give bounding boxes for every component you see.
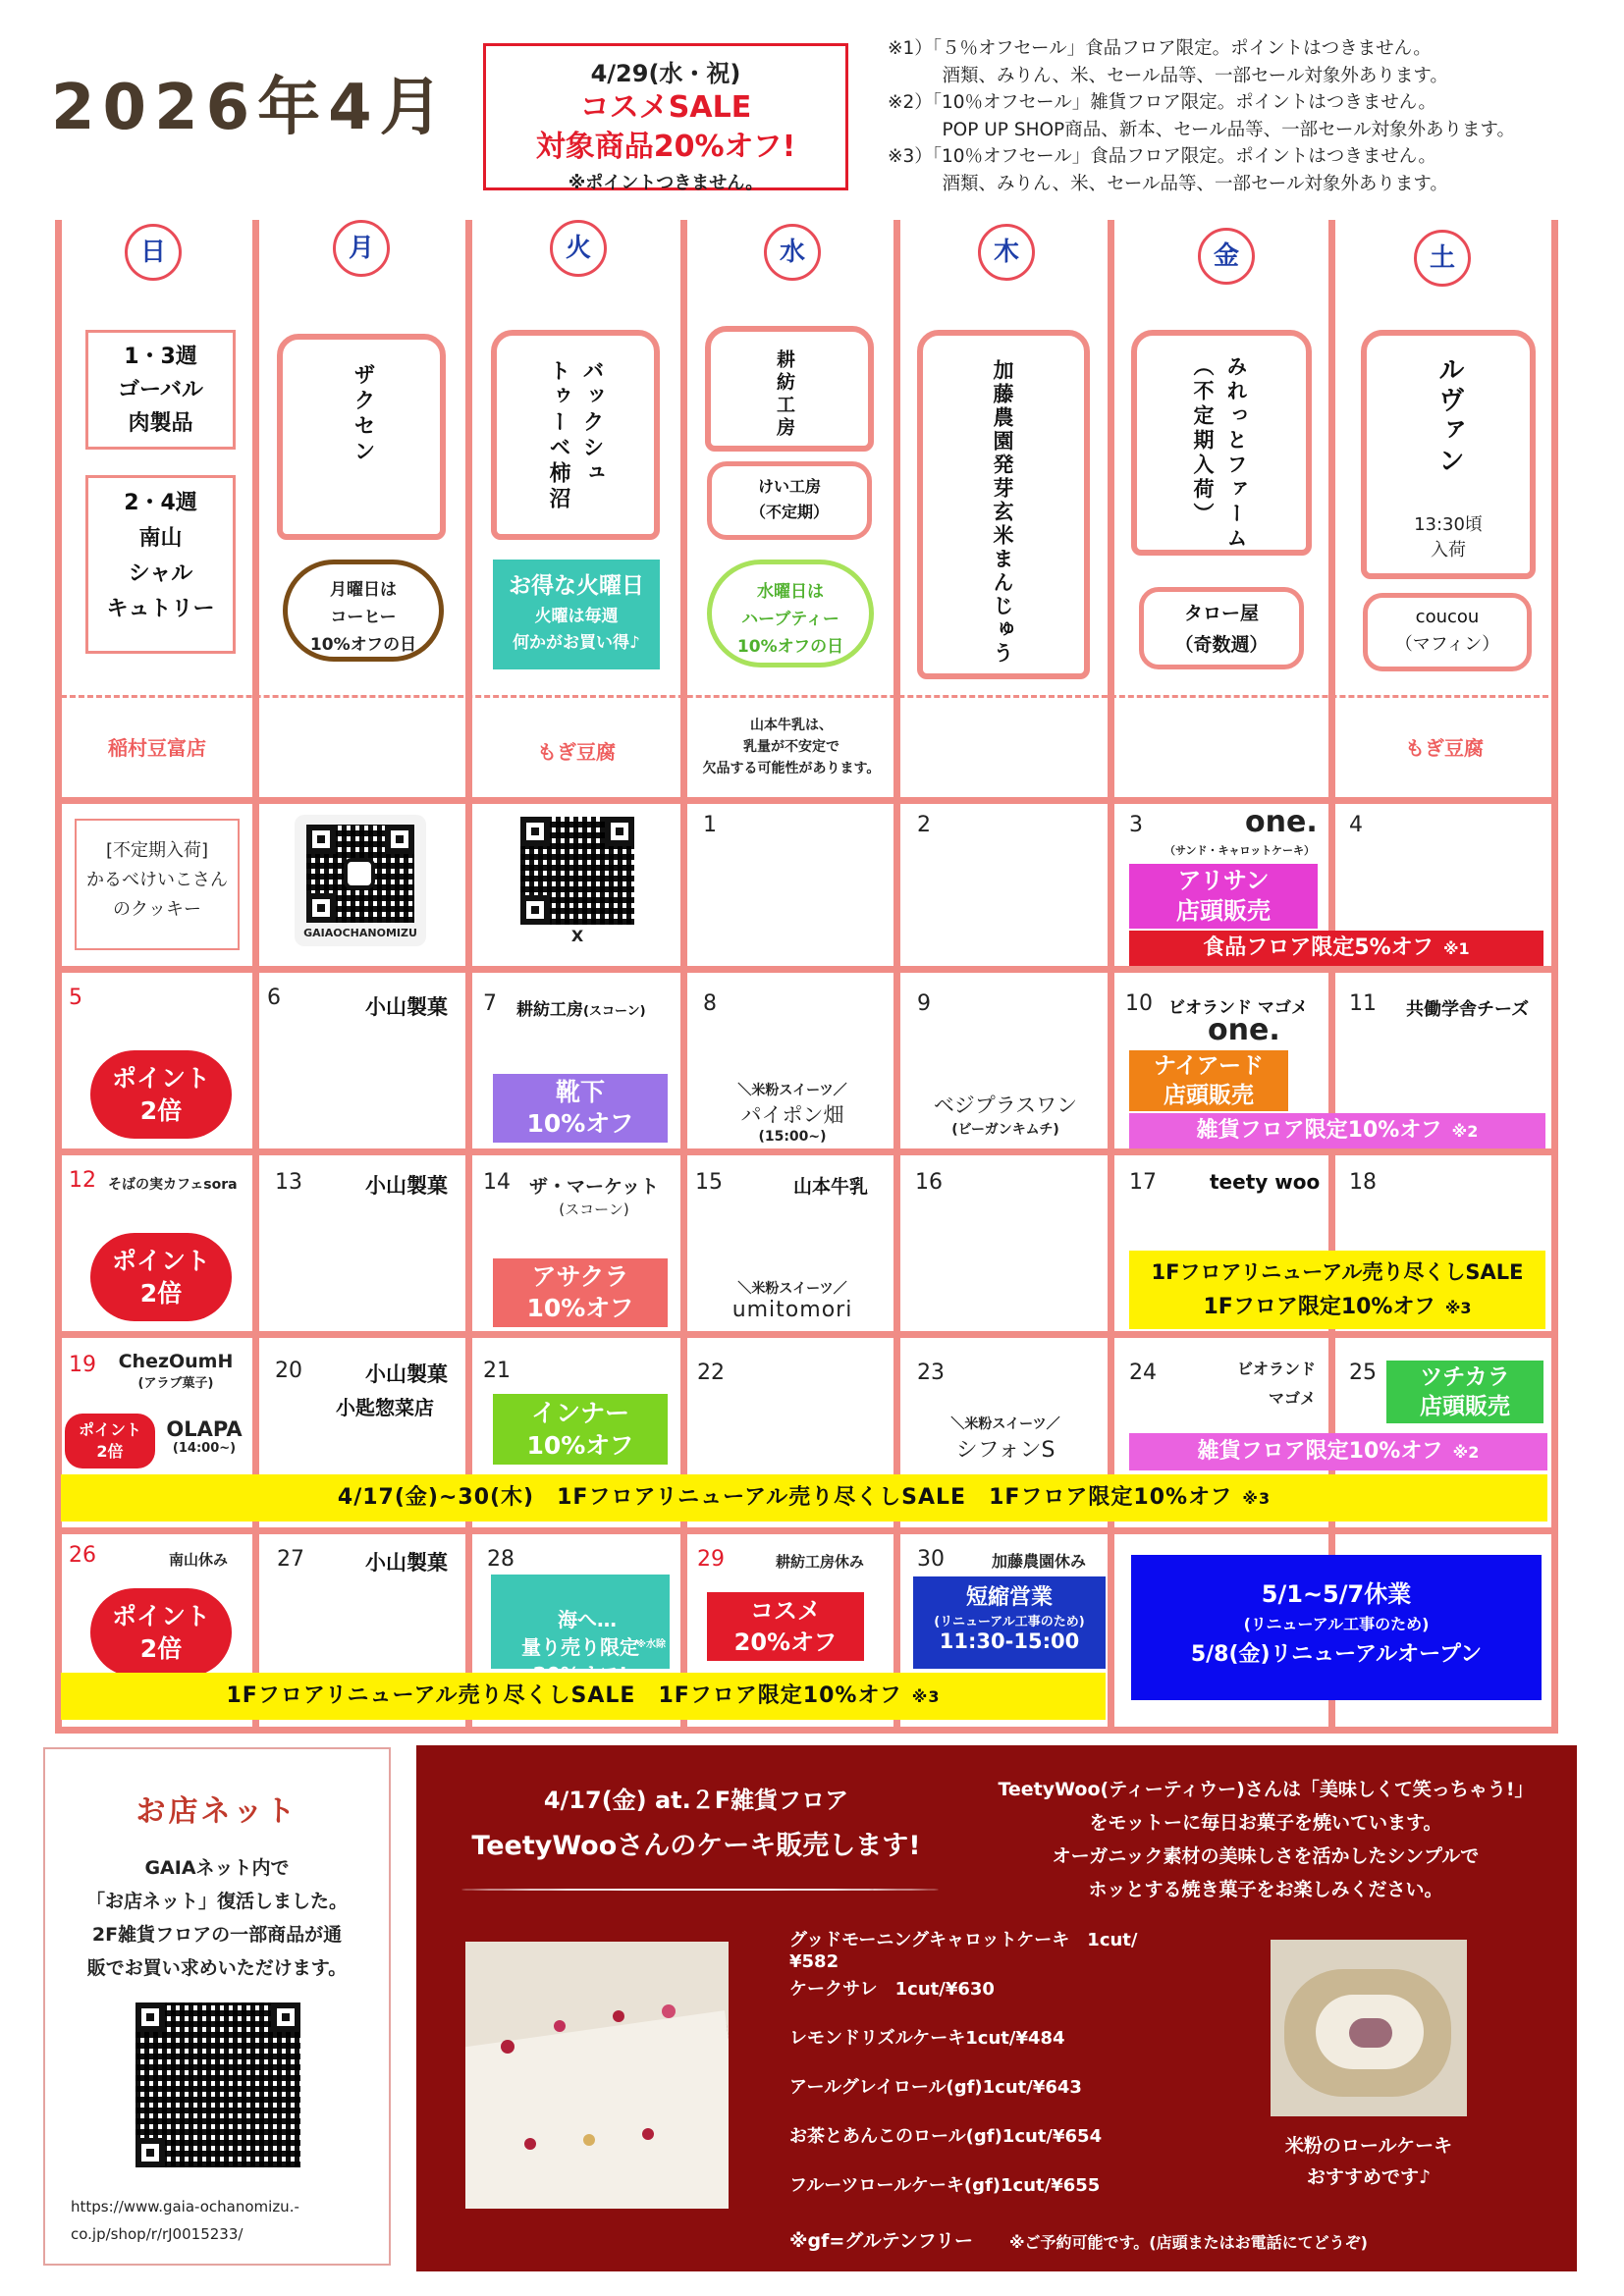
promo-item: グッドモーニングキャロットケーキ 1cut/¥582 <box>789 1930 1138 1972</box>
gluten-free-note: ※gf=グルテンフリー <box>789 2230 973 2252</box>
vendor-29: 耕紡工房休み <box>776 1553 865 1571</box>
food-floor-5off-band <box>1129 931 1543 966</box>
fri-vendor-card <box>1131 330 1312 556</box>
page-title: 2026年4月 <box>51 72 451 144</box>
vendor-11: 共働学舎チーズ <box>1406 999 1530 1020</box>
sale-date: 4/29(水・祝) <box>590 60 741 87</box>
arisan-tag: アリサン 店頭販売 <box>1129 864 1318 929</box>
promo-item: フルーツロールケーキ(gf)1cut/¥655 <box>789 2175 1101 2196</box>
point-2x-tag-19: ポイント 2倍 <box>65 1414 155 1468</box>
asakura-discount-tag: アサクラ 10%オフ <box>493 1258 668 1327</box>
short-hours-title: 短縮営業 <box>965 1585 1053 1610</box>
weekday-fri: 金 <box>1198 228 1255 285</box>
date-14: 14 <box>483 1170 511 1195</box>
vendor-19b <box>159 1417 249 1456</box>
vendor-10: ビオランド マゴメ <box>1168 998 1308 1018</box>
date-29: 29 <box>697 1547 725 1572</box>
vendor-24: ビオランド マゴメ <box>1236 1360 1316 1408</box>
herbtea-discount-circle: 水曜日は ハーブティー 10%オフの日 <box>707 560 874 667</box>
vendor-30: 加藤農園休み <box>992 1552 1087 1571</box>
date-1: 1 <box>703 813 717 837</box>
date-9: 9 <box>917 991 931 1016</box>
shopnet-box <box>43 1747 391 2266</box>
socks-discount-tag: 靴下 10%オフ <box>493 1074 668 1143</box>
renewal-sale-band-17 <box>1129 1251 1545 1329</box>
promo-item: ケークサレ 1cut/¥630 <box>789 1979 995 2000</box>
rice-sweets-label-8: ＼米粉スイーツ／ <box>737 1083 847 1098</box>
coffee-discount-circle: 月曜日は コーヒー 10%オフの日 <box>283 560 444 662</box>
vendor-6: 小山製菓 <box>365 995 448 1019</box>
wed-vendor-card <box>705 326 874 452</box>
date-30: 30 <box>917 1547 945 1572</box>
thu-vendor-card <box>917 330 1090 679</box>
weekday-sun: 日 <box>125 224 182 281</box>
vendor-20b: 小匙惣菜店 <box>336 1396 434 1419</box>
goods-floor-10off-text-24: 雑貨フロア限定10%オフ <box>1197 1439 1443 1464</box>
vendor-9 <box>901 1090 1110 1139</box>
renewal-sale-band-26-mark: ※3 <box>911 1687 941 1706</box>
vendor-8-time: (15:00~) <box>758 1129 827 1145</box>
renewal-sale-long-text: 4/17(金)~30(木) 1Fフロアリニューアル売り尽くしSALE 1Fフロア限定10%オフ <box>337 1485 1233 1510</box>
tsuchikara-tag: ツチカラ 店頭販売 <box>1386 1361 1543 1423</box>
date-11: 11 <box>1349 991 1377 1016</box>
fri-vendor: みれっとファーム （不定期入荷） <box>1191 355 1248 552</box>
date-21: 21 <box>483 1359 511 1383</box>
vendor-7-name: 耕紡工房 <box>516 1000 583 1020</box>
roll-cake-photo <box>1271 1940 1467 2116</box>
date-5: 5 <box>69 986 82 1010</box>
goods-floor-10off-mark-24: ※2 <box>1452 1443 1480 1462</box>
holiday-reason: (リニューアル工事のため) <box>1243 1615 1430 1633</box>
date-6: 6 <box>267 986 281 1010</box>
thu-vendor: 加藤農園発芽玄米まんじゅう <box>991 359 1014 666</box>
weekday-tue: 火 <box>550 220 607 277</box>
point-2x-tag-5: ポイント 2倍 <box>90 1050 232 1139</box>
vendor-23 <box>901 1414 1110 1464</box>
goods-floor-10off-band-10 <box>1129 1113 1545 1148</box>
date-8: 8 <box>703 991 717 1016</box>
tue-tofu: もぎ豆腐 <box>537 740 616 764</box>
wed-vendor: 耕紡工房 <box>774 349 795 440</box>
tue-vendor-card <box>491 330 660 540</box>
promo-date: 4/17(金) at.２F雑貨フロア <box>543 1787 849 1814</box>
promo-divider <box>461 1889 939 1891</box>
vendor-15: 山本牛乳 <box>793 1176 869 1198</box>
vendor-9-name: ベジプラスワン <box>933 1094 1078 1117</box>
date-23: 23 <box>917 1361 945 1385</box>
shopnet-url[interactable]: https://www.gaia-ochanomizu.- co.jp/shop/r/rJ0015233/ <box>71 2198 299 2243</box>
date-27: 27 <box>277 1547 304 1572</box>
date-26: 26 <box>69 1543 96 1568</box>
vendor-17: teety woo <box>1210 1170 1321 1194</box>
renewal-sale-long-band <box>61 1474 1547 1522</box>
date-28: 28 <box>487 1547 514 1572</box>
promo-item: レモンドリズルケーキ1cut/¥484 <box>789 2028 1065 2049</box>
roll-cake-caption: 米粉のロールケーキ おすすめです♪ <box>1284 2135 1453 2188</box>
date-24: 24 <box>1129 1361 1157 1385</box>
sun-vendor-2: 2・4週 南山 シャル キュトリー <box>85 475 236 654</box>
point-2x-tag-12: ポイント 2倍 <box>90 1233 232 1321</box>
vendor-19-name: ChezOumH <box>118 1351 234 1372</box>
vendor-23-name: シフォンS <box>955 1438 1056 1463</box>
date-16: 16 <box>915 1170 943 1195</box>
vendor-9-item: (ビーガンキムチ) <box>951 1122 1059 1138</box>
short-hours-tag <box>913 1576 1106 1669</box>
holiday-notice <box>1131 1555 1542 1700</box>
x-qr-label: X <box>570 927 584 945</box>
short-hours-time: 11:30-15:00 <box>939 1629 1080 1653</box>
rice-sweets-label-23: ＼米粉スイーツ／ <box>950 1416 1060 1432</box>
date-10: 10 <box>1125 991 1153 1016</box>
sale-detail: 対象商品20%オフ! <box>535 130 796 164</box>
promo-title: TeetyWooさんのケーキ販売します! <box>471 1831 921 1861</box>
short-hours-reason: (リニューアル工事のため) <box>934 1615 1085 1629</box>
sat-vendor-card <box>1361 330 1536 579</box>
sun-vendor-1: 1・3週 ゴーバル 肉製品 <box>85 330 236 450</box>
footnotes: ※1）「５％オフセール」食品フロア限定。ポイントはつきません。 酒類、みりん、米、セール品等、一部セール対象外あります。 ※2）「10％オフセール」雑貨フロア限定。ポイントはつきません。 POP UP SHOP商品、新本、セール品等、一部セール対象外あります。 ※3）「10％オフセール」食品フロア限定。ポイントはつきません。 酒類、みりん、米、セール品等、一部セール対象外あります。 <box>888 38 1516 194</box>
fri-sub-vendor: タロー屋 （奇数週） <box>1139 587 1304 669</box>
date-19: 19 <box>69 1353 96 1377</box>
umihe-discount-text: 海へ… 量り売り限定 <box>521 1608 639 1659</box>
tuesday-deal-tag <box>493 560 660 669</box>
reopen-date: 5/8(金)リニューアルオープン <box>1190 1642 1483 1667</box>
date-12: 12 <box>69 1168 96 1193</box>
one-logo-3: one. <box>1245 805 1318 839</box>
sat-tofu: もぎ豆腐 <box>1405 736 1484 760</box>
sale-name: コスメSALE <box>579 90 752 125</box>
renewal-sale-band-26 <box>61 1673 1106 1720</box>
promo-intro: TeetyWoo(ティーティウー)さんは「美味しくて笑っちゃう!」 をモットーに毎日お菓子を焼いています。 オーガニック素材の美味しさを活かしたシンプルで ホッとする焼き菓子をお楽しみください。 <box>998 1779 1534 1900</box>
date-22: 22 <box>697 1361 725 1385</box>
one-logo-10: one. <box>1208 1013 1280 1047</box>
food-floor-5off-mark: ※1 <box>1443 939 1470 958</box>
weekday-mon: 月 <box>333 220 390 277</box>
rice-sweets-label-15: ＼米粉スイーツ／ <box>737 1281 847 1297</box>
shopnet-qr[interactable] <box>135 2002 300 2167</box>
date-25: 25 <box>1349 1361 1377 1385</box>
x-qr[interactable] <box>520 817 634 946</box>
carrot-cake-photo <box>465 1942 729 2209</box>
vendor-26: 南山休み <box>169 1551 229 1569</box>
tuesday-deal-sub: 火曜は毎週 何かがお買い得♪ <box>513 607 640 653</box>
renewal-sale-mark: ※3 <box>1444 1299 1472 1317</box>
tuesday-deal-title: お得な火曜日 <box>509 573 644 599</box>
renewal-sale-line1: 1Fフロアリニューアル売り尽くしSALE <box>1151 1260 1524 1284</box>
vendor-19b-name: OLAPA <box>166 1417 243 1441</box>
sale-note: ※ポイントつきません。 <box>568 173 764 193</box>
instagram-qr-label: GAIAOCHANOMIZU <box>303 927 417 939</box>
shopnet-text: GAIAネット内で 「お店ネット」復活しました。 2F雑貨フロアの一部商品が通 販でお買い求めいただけます。 <box>85 1857 348 1979</box>
tue-vendor: バックシュ トゥーベ柿沼 <box>546 359 604 512</box>
vendor-14-item: (スコーン) <box>559 1201 629 1218</box>
instagram-qr[interactable] <box>295 815 426 946</box>
promo-item-list <box>789 1926 1182 2220</box>
mon-vendor-card <box>277 334 446 540</box>
naiad-tag: ナイアード 店頭販売 <box>1129 1050 1288 1111</box>
weekday-wed: 水 <box>764 224 821 281</box>
sun-tofu: 稲村豆富店 <box>108 736 206 760</box>
vendor-14 <box>524 1172 664 1219</box>
point-2x-tag-26: ポイント 2倍 <box>90 1588 232 1677</box>
date-7: 7 <box>483 991 497 1016</box>
date-17: 17 <box>1129 1170 1157 1195</box>
date-2: 2 <box>917 813 931 837</box>
umihe-discount-tag <box>491 1575 670 1669</box>
weekday-thu: 木 <box>978 224 1035 281</box>
shopnet-logo: お店ネット <box>135 1794 298 1829</box>
one-sub-3: （サンド・キャロットケーキ） <box>1164 844 1316 857</box>
renewal-sale-long-mark: ※3 <box>1242 1489 1272 1508</box>
vendor-15-sweets-name: umitomori <box>731 1298 853 1322</box>
holiday-dates: 5/1~5/7休業 <box>1261 1580 1412 1608</box>
vendor-19 <box>102 1351 249 1391</box>
renewal-sale-band-26-text: 1Fフロアリニューアル売り尽くしSALE 1Fフロア限定10%オフ <box>226 1683 902 1708</box>
promo-item: アールグレイロール(gf)1cut/¥643 <box>789 2077 1082 2098</box>
vendor-19-item: (アラブ菓子) <box>137 1376 214 1391</box>
date-15: 15 <box>695 1170 723 1195</box>
vendor-7-item: (スコーン) <box>583 1004 646 1019</box>
irregular-cookie-box: [不定期入荷] かるべけいこさん のクッキー <box>75 819 240 950</box>
mon-vendor: ザクセン <box>351 363 375 465</box>
vendor-15-sweets <box>689 1278 895 1322</box>
milk-notice: 山本牛乳は、 乳量が不安定で 欠品する可能性があります。 <box>702 718 881 776</box>
inner-discount-tag: インナー 10%オフ <box>493 1394 668 1465</box>
reservation-note: ※ご予約可能です。(店頭またはお電話にてどうぞ) <box>1009 2233 1368 2252</box>
vendor-12: そばの実カフェsora <box>108 1177 238 1193</box>
promo-item: お茶とあんこのロール(gf)1cut/¥654 <box>789 2126 1103 2147</box>
sat-arrival-time: 13:30頃 入荷 <box>1414 514 1483 561</box>
vendor-14-name: ザ・マーケット <box>528 1176 660 1198</box>
cosme-discount-tag: コスメ 20%オフ <box>707 1592 864 1661</box>
vendor-7 <box>516 995 646 1020</box>
vendor-27: 小山製菓 <box>365 1551 448 1575</box>
date-3: 3 <box>1129 813 1143 837</box>
date-18: 18 <box>1349 1170 1377 1195</box>
date-4: 4 <box>1349 813 1363 837</box>
date-20: 20 <box>275 1359 302 1383</box>
vendor-8 <box>689 1080 895 1145</box>
weekday-sat: 土 <box>1414 230 1471 287</box>
umihe-discount-note: ※水除 <box>636 1639 666 1650</box>
teetywoo-promo <box>416 1745 1577 2271</box>
food-floor-5off-text: 食品フロア限定5%オフ <box>1203 935 1434 960</box>
wed-sub-vendor: けい工房 （不定期） <box>707 461 872 540</box>
vendor-19b-time: (14:00~) <box>172 1441 237 1456</box>
goods-floor-10off-text-10: 雑貨フロア限定10%オフ <box>1196 1118 1442 1143</box>
date-13: 13 <box>275 1170 302 1195</box>
vendor-13: 小山製菓 <box>365 1174 448 1198</box>
sat-sub-vendor: coucou （マフィン） <box>1363 593 1532 671</box>
sat-vendor: ルヴァン <box>1434 355 1464 477</box>
goods-floor-10off-mark-10: ※2 <box>1451 1122 1479 1141</box>
cosme-sale-box <box>483 43 848 193</box>
goods-floor-10off-band-24 <box>1129 1433 1547 1470</box>
vendor-8-name: パイポン畑 <box>740 1103 844 1127</box>
renewal-sale-line2: 1Fフロア限定10%オフ <box>1203 1295 1435 1319</box>
instagram-icon <box>344 858 375 889</box>
vendor-20: 小山製菓 <box>365 1362 448 1386</box>
